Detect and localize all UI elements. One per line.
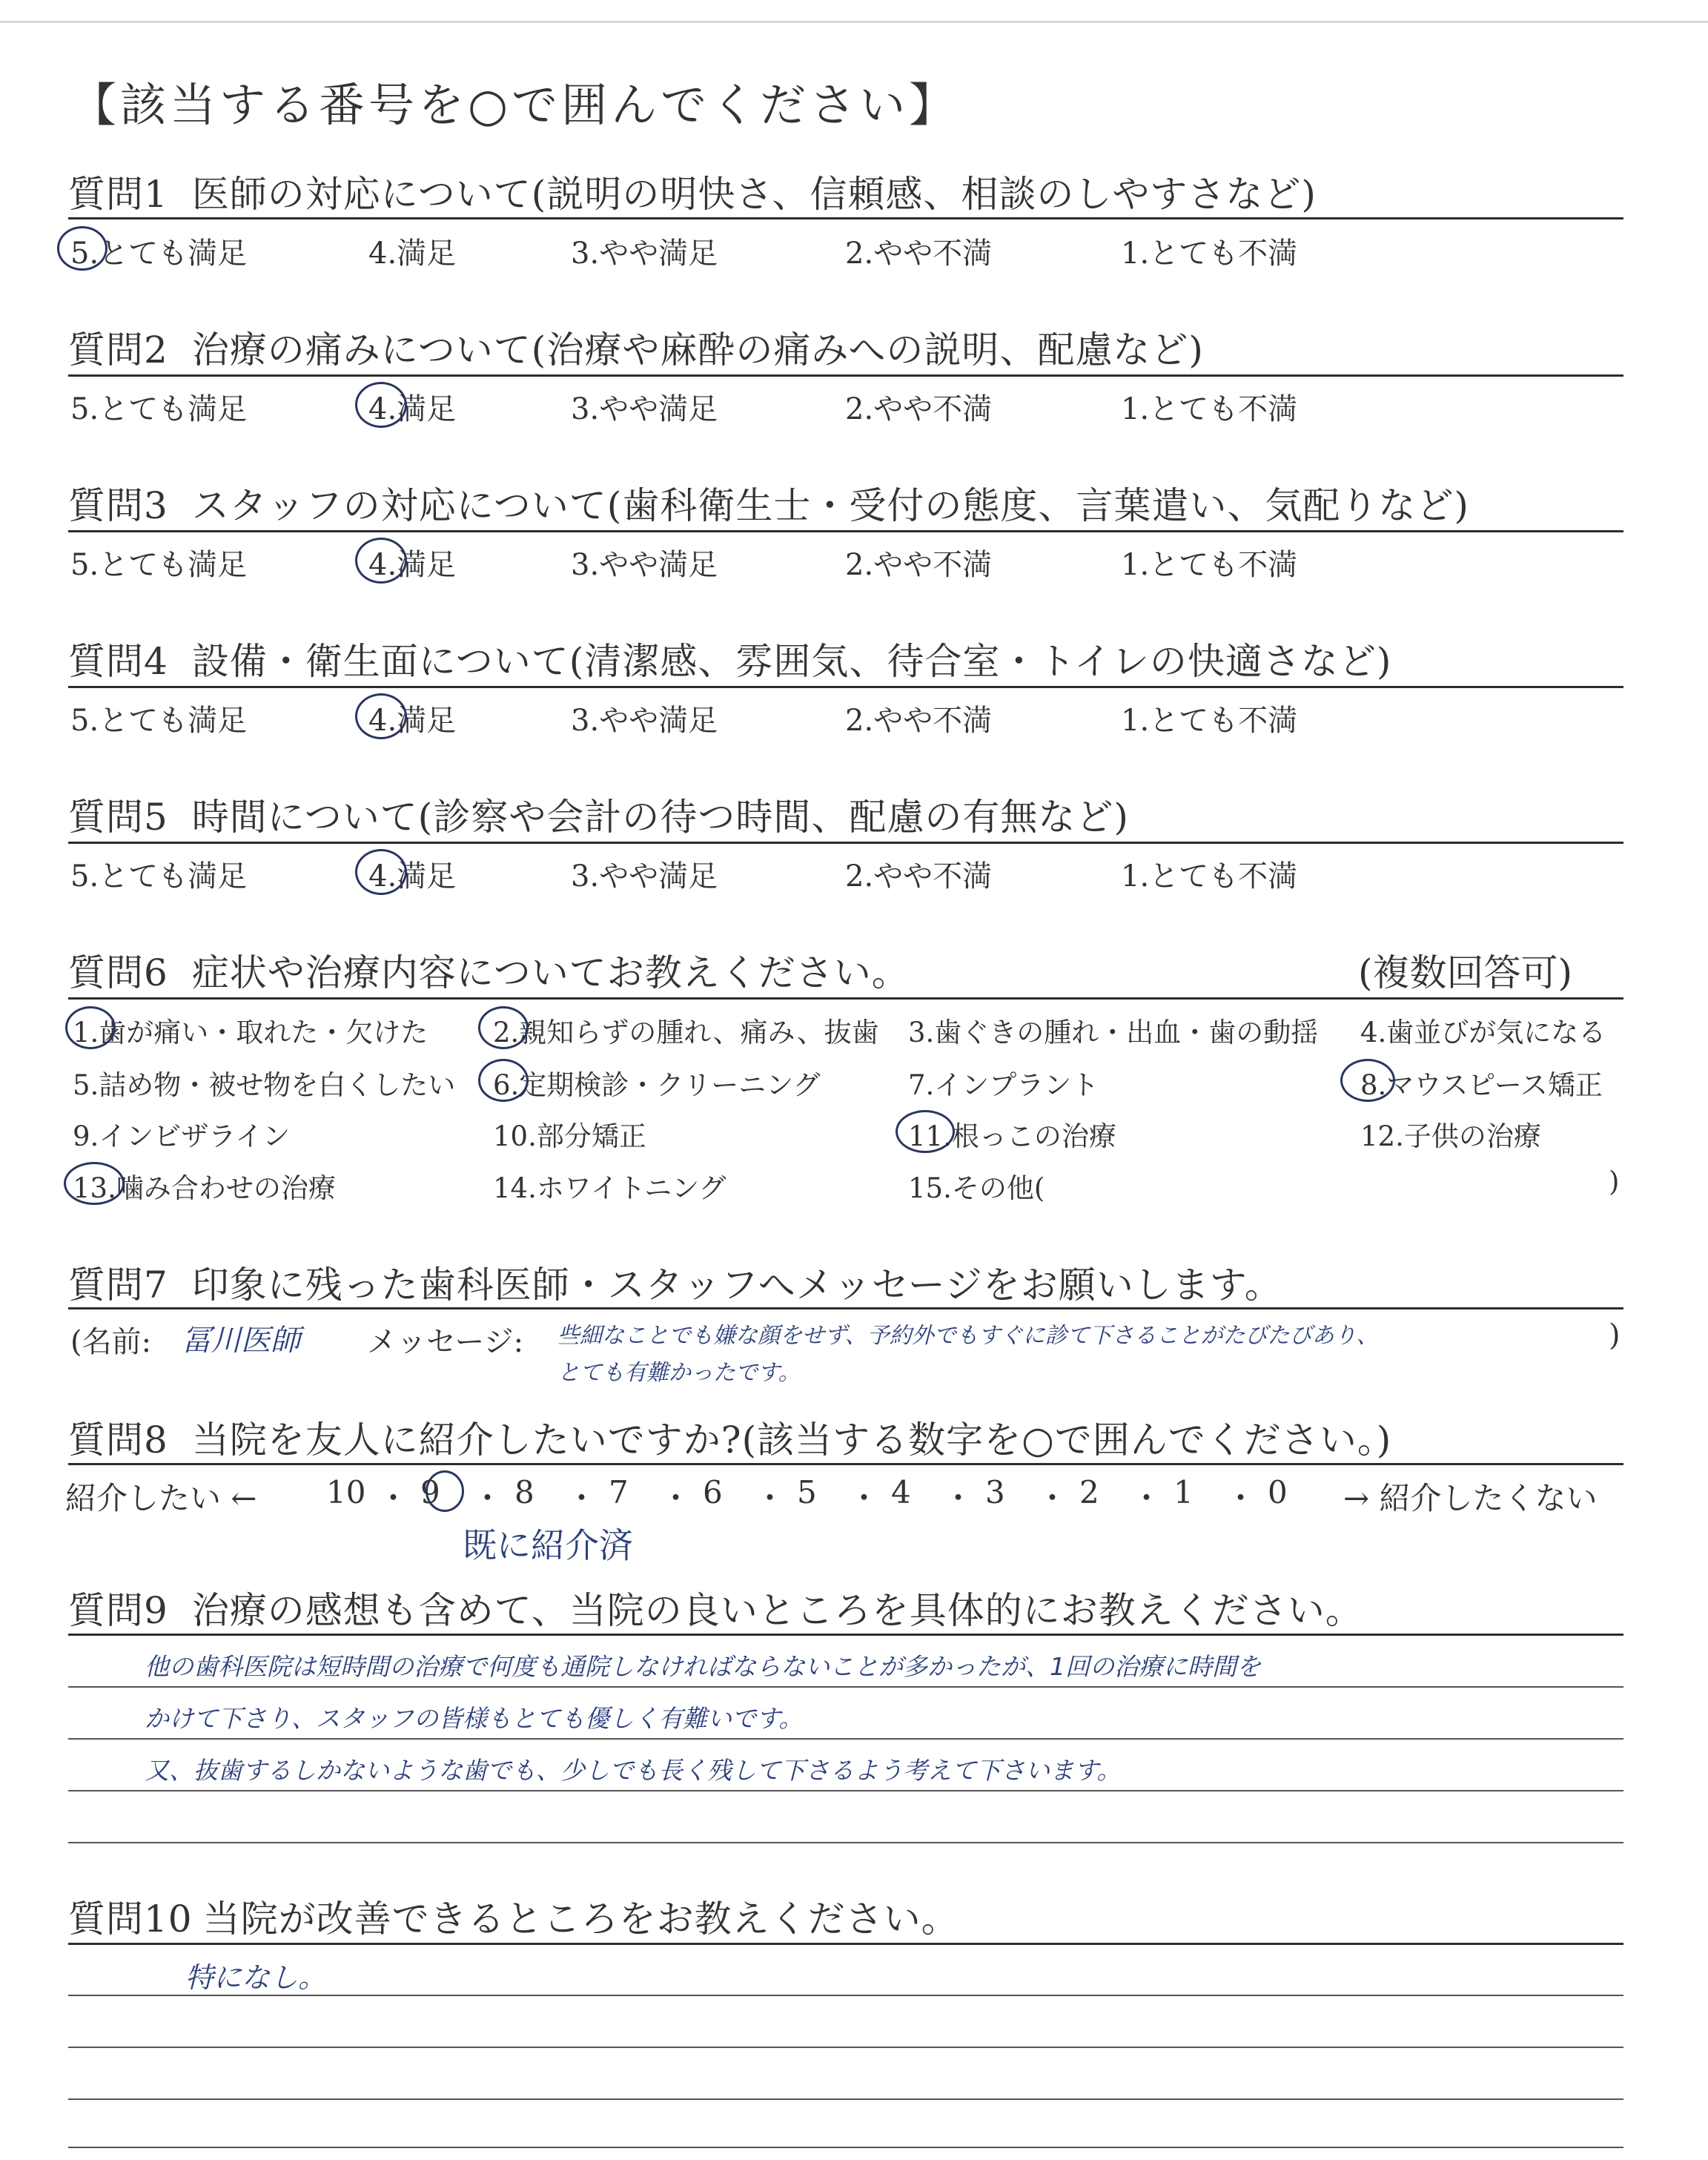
question-5-rule bbox=[68, 842, 1623, 844]
question-6-heading bbox=[68, 943, 910, 997]
q6-selection-circle-13 bbox=[64, 1162, 125, 1205]
q6-option-11[interactable]: 11.根っこの治療 bbox=[908, 1120, 1116, 1152]
q3-option-3[interactable]: 3.やや満足 bbox=[571, 548, 718, 582]
q4-option-4[interactable]: 4.満足 bbox=[368, 704, 457, 738]
q7-message-line-1[interactable]: 些細なことでも嫌な顔をせず、予約外でもすぐに診て下さることがたびたびあり、 bbox=[557, 1323, 1379, 1349]
q8-scale-value-6[interactable]: 6 bbox=[703, 1474, 723, 1510]
q5-option-3[interactable]: 3.やや満足 bbox=[571, 859, 718, 894]
q8-scale-value-5[interactable]: 5 bbox=[797, 1474, 817, 1510]
q6-selection-circle-8 bbox=[1340, 1059, 1395, 1102]
q6-selection-circle-1 bbox=[65, 1006, 116, 1049]
question-9-heading bbox=[68, 1581, 1363, 1634]
q8-left-label: 紹介したい ← bbox=[65, 1480, 257, 1516]
q6-selection-circle-6 bbox=[478, 1059, 529, 1102]
q8-scale-separator-dot: ・ bbox=[471, 1480, 503, 1516]
question-10-rule bbox=[68, 1943, 1623, 1945]
q6-option-15-close-paren: ) bbox=[1609, 1166, 1620, 1198]
q2-option-3[interactable]: 3.やや満足 bbox=[571, 392, 718, 426]
q8-scale-value-0[interactable]: 0 bbox=[1268, 1474, 1288, 1510]
question-1-heading bbox=[68, 165, 1317, 218]
q8-scale-value-3[interactable]: 3 bbox=[985, 1474, 1005, 1510]
top-edge-line bbox=[0, 21, 1708, 23]
q3-option-2[interactable]: 2.やや不満 bbox=[845, 548, 993, 582]
question-3-heading bbox=[68, 476, 1469, 529]
q10-answer-text[interactable]: 特になし。 bbox=[185, 1961, 327, 1994]
question-4-number: 質問4 bbox=[68, 640, 168, 683]
q7-message-line-2[interactable]: とても有難かったです。 bbox=[557, 1360, 801, 1386]
q8-scale-separator-dot: ・ bbox=[377, 1480, 409, 1516]
q10-answer-line-3 bbox=[68, 2098, 1623, 2100]
question-2-heading bbox=[68, 320, 1204, 374]
q8-scale-separator-dot: ・ bbox=[1036, 1480, 1068, 1516]
q3-option-5[interactable]: 5.とても満足 bbox=[70, 548, 248, 582]
question-4-rule bbox=[68, 686, 1623, 688]
q9-answer-line-3 bbox=[68, 1790, 1623, 1791]
question-5-heading bbox=[68, 787, 1129, 841]
q3-option-4[interactable]: 4.満足 bbox=[368, 548, 457, 582]
q6-selection-circle-2 bbox=[478, 1006, 529, 1049]
q6-option-13[interactable]: 13.噛み合わせの治療 bbox=[73, 1172, 336, 1204]
q1-option-4[interactable]: 4.満足 bbox=[368, 237, 457, 271]
q10-answer-line-2 bbox=[68, 2047, 1623, 2048]
question-1-text: 医師の対応について(説明の明快さ、信頼感、相談のしやすさなど) bbox=[191, 173, 1317, 216]
q5-selection-circle bbox=[355, 849, 407, 895]
q8-scale-separator-dot: ・ bbox=[566, 1480, 598, 1516]
q8-scale-separator-dot: ・ bbox=[848, 1480, 880, 1516]
q6-option-6[interactable]: 6.定期検診・クリーニング bbox=[493, 1069, 821, 1101]
q10-answer-line-4 bbox=[68, 2147, 1623, 2148]
q1-option-3[interactable]: 3.やや満足 bbox=[571, 237, 718, 271]
question-6-number: 質問6 bbox=[68, 951, 168, 994]
q4-option-2[interactable]: 2.やや不満 bbox=[845, 704, 993, 738]
q7-close-paren: ) bbox=[1609, 1318, 1621, 1353]
q2-option-2[interactable]: 2.やや不満 bbox=[845, 392, 993, 426]
q6-option-12[interactable]: 12.子供の治療 bbox=[1360, 1120, 1541, 1152]
q7-name-label: (名前: bbox=[70, 1325, 152, 1359]
q6-option-8[interactable]: 8.マウスピース矯正 bbox=[1360, 1069, 1603, 1101]
q9-answer-text-2[interactable]: かけて下さり、スタッフの皆様もとても優しく有難いです。 bbox=[145, 1704, 804, 1733]
q2-option-5[interactable]: 5.とても満足 bbox=[70, 392, 248, 426]
q9-answer-line-2 bbox=[68, 1738, 1623, 1740]
question-7-rule bbox=[68, 1307, 1623, 1309]
question-2-number: 質問2 bbox=[68, 328, 168, 371]
question-3-rule bbox=[68, 530, 1623, 532]
question-4-text: 設備・衛生面について(清潔感、雰囲気、待合室・トイレの快適さなど) bbox=[191, 640, 1392, 683]
q8-scale-separator-dot: ・ bbox=[942, 1480, 974, 1516]
q4-selection-circle bbox=[355, 693, 407, 739]
q4-option-1[interactable]: 1.とても不満 bbox=[1121, 704, 1298, 738]
q1-option-5[interactable]: 5.とても満足 bbox=[70, 237, 248, 271]
q6-option-10[interactable]: 10.部分矯正 bbox=[493, 1120, 646, 1152]
q2-option-1[interactable]: 1.とても不満 bbox=[1121, 392, 1298, 426]
q6-option-5[interactable]: 5.詰め物・被せ物を白くしたい bbox=[73, 1069, 456, 1101]
question-8-rule bbox=[68, 1463, 1623, 1465]
q6-option-4[interactable]: 4.歯並びが気になる bbox=[1360, 1017, 1606, 1048]
q6-option-7[interactable]: 7.インプラント bbox=[908, 1069, 1099, 1101]
q9-answer-line-4 bbox=[68, 1842, 1623, 1843]
question-10-text: 当院が改善できるところをお教えください。 bbox=[202, 1898, 959, 1941]
question-5-number: 質問5 bbox=[68, 796, 168, 839]
question-4-heading bbox=[68, 632, 1391, 685]
q4-option-3[interactable]: 3.やや満足 bbox=[571, 704, 718, 738]
q2-option-4[interactable]: 4.満足 bbox=[368, 392, 457, 426]
q5-option-1[interactable]: 1.とても不満 bbox=[1121, 859, 1298, 894]
question-6-rule bbox=[68, 997, 1623, 1000]
q6-option-9[interactable]: 9.インビザライン bbox=[73, 1120, 291, 1152]
q8-scale-value-4[interactable]: 4 bbox=[891, 1474, 911, 1510]
question-3-number: 質問3 bbox=[68, 484, 168, 527]
question-7-heading bbox=[68, 1255, 1282, 1309]
question-9-rule bbox=[68, 1634, 1623, 1636]
question-9-text: 治療の感想も含めて、当院の良いところを具体的にお教えください。 bbox=[191, 1589, 1363, 1632]
question-1-number: 質問1 bbox=[68, 173, 168, 216]
question-1-rule bbox=[68, 217, 1623, 219]
q7-message-label: メッセージ: bbox=[367, 1325, 524, 1359]
question-8-number: 質問8 bbox=[68, 1418, 168, 1462]
question-10-heading bbox=[68, 1889, 959, 1943]
q8-scale-value-9[interactable]: 9 bbox=[420, 1474, 440, 1510]
page-title: 【該当する番号を○で囲んでください】 bbox=[70, 78, 959, 132]
question-2-text: 治療の痛みについて(治療や麻酔の痛みへの説明、配慮など) bbox=[191, 328, 1204, 371]
q3-option-1[interactable]: 1.とても不満 bbox=[1121, 548, 1298, 582]
q8-scale-value-1[interactable]: 1 bbox=[1174, 1474, 1194, 1510]
q2-selection-circle bbox=[355, 382, 407, 428]
q5-option-5[interactable]: 5.とても満足 bbox=[70, 859, 248, 894]
q9-answer-text-3[interactable]: 又、抜歯するしかないような歯でも、少しでも長く残して下さるよう考えて下さいます。 bbox=[145, 1756, 1122, 1785]
q6-option-2[interactable]: 2.親知らずの腫れ、痛み、抜歯 bbox=[493, 1017, 879, 1048]
question-2-rule bbox=[68, 374, 1623, 377]
q1-option-1[interactable]: 1.とても不満 bbox=[1121, 237, 1298, 271]
question-7-number: 質問7 bbox=[68, 1264, 168, 1307]
question-5-text: 時間について(診察や会計の待つ時間、配慮の有無など) bbox=[191, 796, 1129, 839]
q8-scale-separator-dot: ・ bbox=[660, 1480, 692, 1516]
q8-scale-value-7[interactable]: 7 bbox=[609, 1474, 629, 1510]
q8-right-label: → 紹介したくない bbox=[1343, 1480, 1598, 1516]
q4-option-5[interactable]: 5.とても満足 bbox=[70, 704, 248, 738]
q8-scale-value-10[interactable]: 10 bbox=[326, 1474, 366, 1510]
question-6-multi-answer-note: (複数回答可) bbox=[1358, 951, 1573, 994]
q8-scale-separator-dot: ・ bbox=[754, 1480, 786, 1516]
q5-option-2[interactable]: 2.やや不満 bbox=[845, 859, 993, 894]
question-9-number: 質問9 bbox=[68, 1589, 168, 1632]
q8-scale-value-8[interactable]: 8 bbox=[514, 1474, 534, 1510]
q5-option-4[interactable]: 4.満足 bbox=[368, 859, 457, 894]
q9-answer-text-1[interactable]: 他の歯科医院は短時間の治療で何度も通院しなければならないことが多かったが、1回の治療に時間を bbox=[145, 1652, 1261, 1681]
q8-scale-separator-dot: ・ bbox=[1225, 1480, 1257, 1516]
question-7-text: 印象に残った歯科医師・スタッフへメッセージをお願いします。 bbox=[191, 1264, 1282, 1307]
q10-answer-line-1 bbox=[68, 1995, 1623, 1996]
q6-option-1[interactable]: 1.歯が痛い・取れた・欠けた bbox=[73, 1017, 428, 1048]
question-3-text: スタッフの対応について(歯科衛生士・受付の態度、言葉遣い、気配りなど) bbox=[191, 484, 1469, 527]
q8-scale-value-2[interactable]: 2 bbox=[1079, 1474, 1099, 1510]
q7-name-value[interactable]: 冨川医師 bbox=[182, 1324, 300, 1358]
q6-option-15[interactable]: 15.その他( bbox=[908, 1172, 1045, 1204]
q6-selection-circle-11 bbox=[896, 1110, 955, 1153]
q9-answer-line-1 bbox=[68, 1686, 1623, 1688]
q1-selection-circle bbox=[57, 226, 107, 271]
q8-selection-circle bbox=[426, 1470, 464, 1512]
question-6-text: 症状や治療内容についてお教えください。 bbox=[191, 951, 910, 994]
q6-option-14[interactable]: 14.ホワイトニング bbox=[493, 1172, 726, 1204]
question-8-text: 当院を友人に紹介したいですか?(該当する数字を○で囲んでください。) bbox=[191, 1418, 1392, 1462]
q8-handwritten-note[interactable]: 既に紹介済 bbox=[463, 1525, 633, 1565]
q3-selection-circle bbox=[355, 538, 407, 584]
question-8-heading bbox=[68, 1410, 1391, 1464]
q1-option-2[interactable]: 2.やや不満 bbox=[845, 237, 993, 271]
q8-scale-separator-dot: ・ bbox=[1131, 1480, 1162, 1516]
q6-option-3[interactable]: 3.歯ぐきの腫れ・出血・歯の動揺 bbox=[908, 1017, 1319, 1048]
question-10-number: 質問10 bbox=[68, 1898, 193, 1941]
